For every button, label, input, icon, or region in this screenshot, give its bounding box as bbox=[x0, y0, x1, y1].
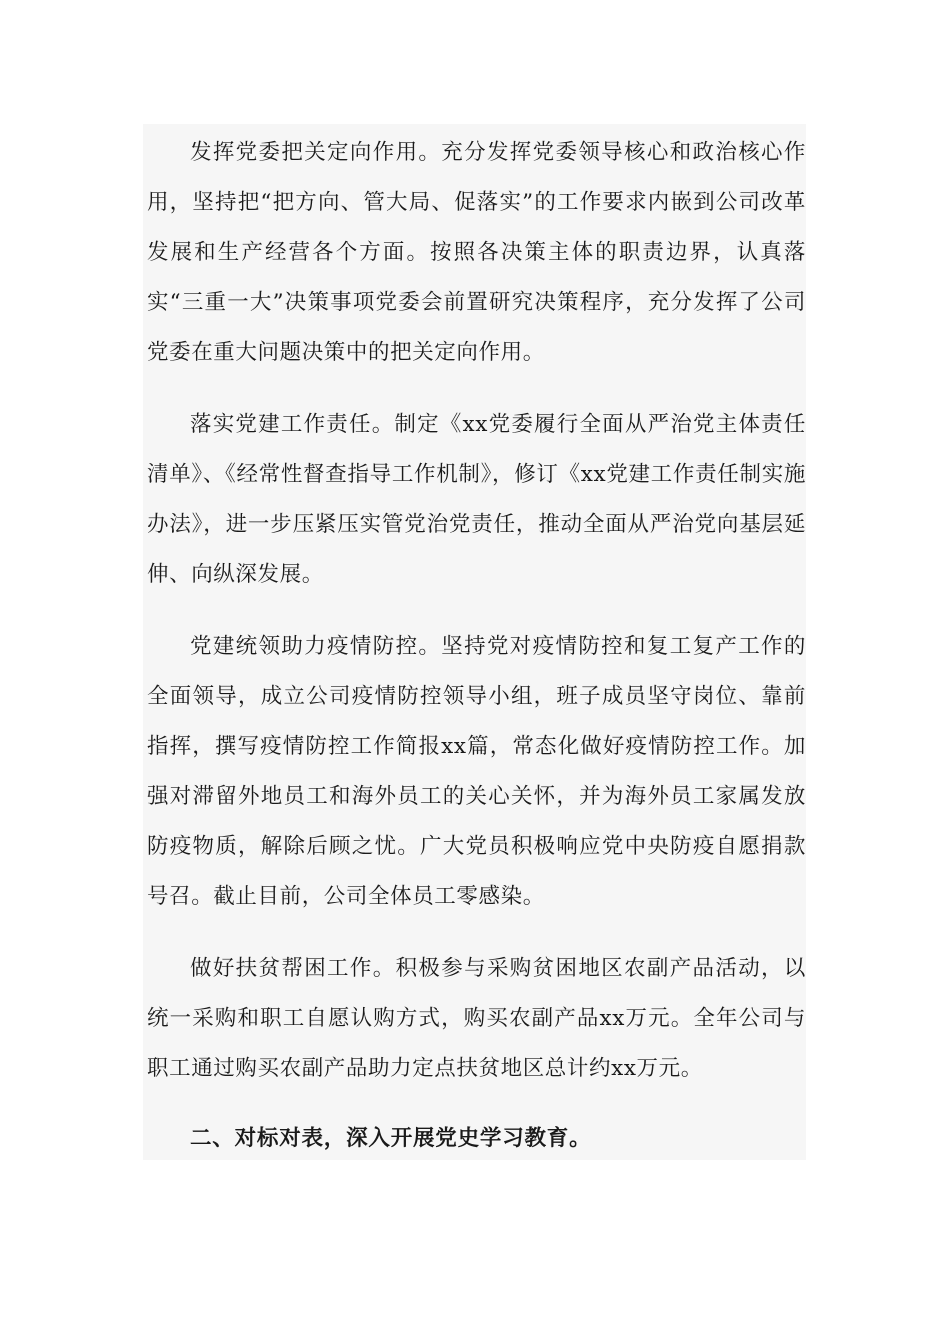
paragraph-party-building-responsibility: 落实党建工作责任。制定《xx党委履行全面从严治党主体责任清单》、《经常性督查指导工作机制》，修订《xx党建工作责任制实施办法》，进一步压紧压实管党治党责任，推动全面从严治党向基层延伸、向纵深发展。 bbox=[147, 412, 806, 587]
section-heading: 二、对标对表，深入开展党史学习教育。 bbox=[190, 1126, 592, 1151]
paragraph-epidemic-prevention: 党建统领助力疫情防控。坚持党对疫情防控和复工复产工作的全面领导，成立公司疫情防控领导小组，班子成员坚守岗位、靠前指挥，撰写疫情防控工作简报xx篇，常态化做好疫情防控工作。加强对滞留外地员工和海外员工的关心关怀，并为海外员工家属发放防疫物质，解除后顾之忧。广大党员积极响应党中央防疫自愿捐款号召。截止目前，公司全体员工零感染。 bbox=[147, 634, 806, 909]
document-body bbox=[143, 124, 806, 1160]
paragraph-party-committee-role: 发挥党委把关定向作用。充分发挥党委领导核心和政治核心作用，坚持把“把方向、管大局、促落实”的工作要求内嵌到公司改革发展和生产经营各个方面。按照各决策主体的职责边界，认真落实“三重一大”决策事项党委会前置研究决策程序，充分发挥了公司党委在重大问题决策中的把关定向作用。 bbox=[147, 140, 806, 365]
paragraph-poverty-alleviation: 做好扶贫帮困工作。积极参与采购贫困地区农副产品活动，以统一采购和职工自愿认购方式，购买农副产品xx万元。全年公司与职工通过购买农副产品助力定点扶贫地区总计约xx万元。 bbox=[147, 956, 806, 1081]
